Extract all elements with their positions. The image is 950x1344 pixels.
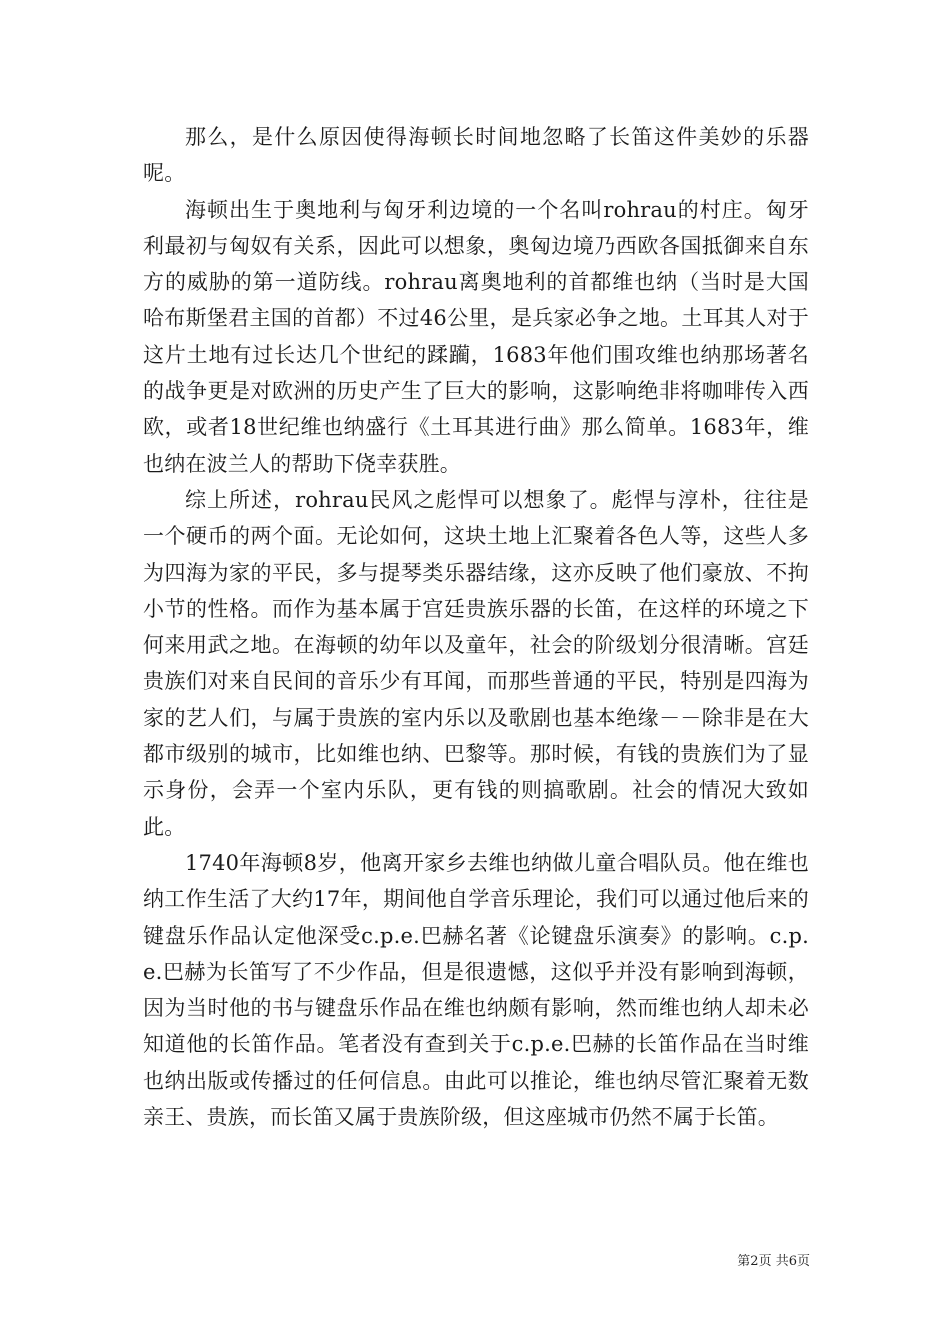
total-page-count: 6 xyxy=(788,1254,797,1269)
footer-suffix: 页 xyxy=(796,1254,810,1269)
page-number-footer xyxy=(700,1250,810,1269)
body-text xyxy=(143,119,809,1135)
paragraph: 海顿出生于奥地利与匈牙利边境的一个名叫rohrau的村庄。匈牙利最初与匈奴有关系，因此可以想象，奥匈边境乃西欧各国抵御来自东方的威胁的第一道防线。rohrau离奥地利的首都维也纳（当时是大国哈布斯堡君主国的首都）不过46公里，是兵家必争之地。土耳其人对于这片土地有过长达几个世纪的蹂躏，1683年他们围攻维也纳那场著名的战争更是对欧洲的历史产生了巨大的影响，这影响绝非将咖啡传入西欧，或者18世纪维也纳盛行《土耳其进行曲》那么简单。1683年，维也纳在波兰人的帮助下侥幸获胜。 xyxy=(143,197,809,476)
paragraph: 那么，是什么原因使得海顿长时间地忽略了长笛这件美妙的乐器呢。 xyxy=(143,125,809,186)
footer-prefix: 第 xyxy=(737,1254,751,1269)
paragraph: 1740年海顿8岁，他离开家乡去维也纳做儿童合唱队员。他在维也纳工作生活了大约17年，期间他自学音乐理论，我们可以通过他后来的键盘乐作品认定他深受c.p.e.巴赫名著《论键盘乐演奏》的影响。c.p.e.巴赫为长笛写了不少作品，但是很遗憾，这似乎并没有影响到海顿，因为当时他的书与键盘乐作品在维也纳颇有影响，然而维也纳人却未必知道他的长笛作品。笔者没有查到关于c.p.e.巴赫的长笛作品在当时维也纳出版或传播过的任何信息。由此可以推论，维也纳尽管汇聚着无数亲王、贵族，而长笛又属于贵族阶级，但这座城市仍然不属于长笛。 xyxy=(143,850,809,1130)
current-page-number: 2 xyxy=(750,1254,759,1269)
footer-middle: 页 共 xyxy=(758,1254,789,1269)
paragraph: 综上所述，rohrau民风之彪悍可以想象了。彪悍与淳朴，往往是一个硬币的两个面。无论如何，这块土地上汇聚着各色人等，这些人多为四海为家的平民，多与提琴类乐器结缘，这亦反映了他们豪放、不拘小节的性格。而作为基本属于宫廷贵族乐器的长笛，在这样的环境之下何来用武之地。在海顿的幼年以及童年，社会的阶级划分很清晰。宫廷贵族们对来自民间的音乐少有耳闻，而那些普通的平民，特别是四海为家的艺人们，与属于贵族的室内乐以及歌剧也基本绝缘－－除非是在大都市级别的城市，比如维也纳、巴黎等。那时候，有钱的贵族们为了显示身份，会弄一个室内乐队，更有钱的则搞歌剧。社会的情况大致如此。 xyxy=(143,487,809,839)
